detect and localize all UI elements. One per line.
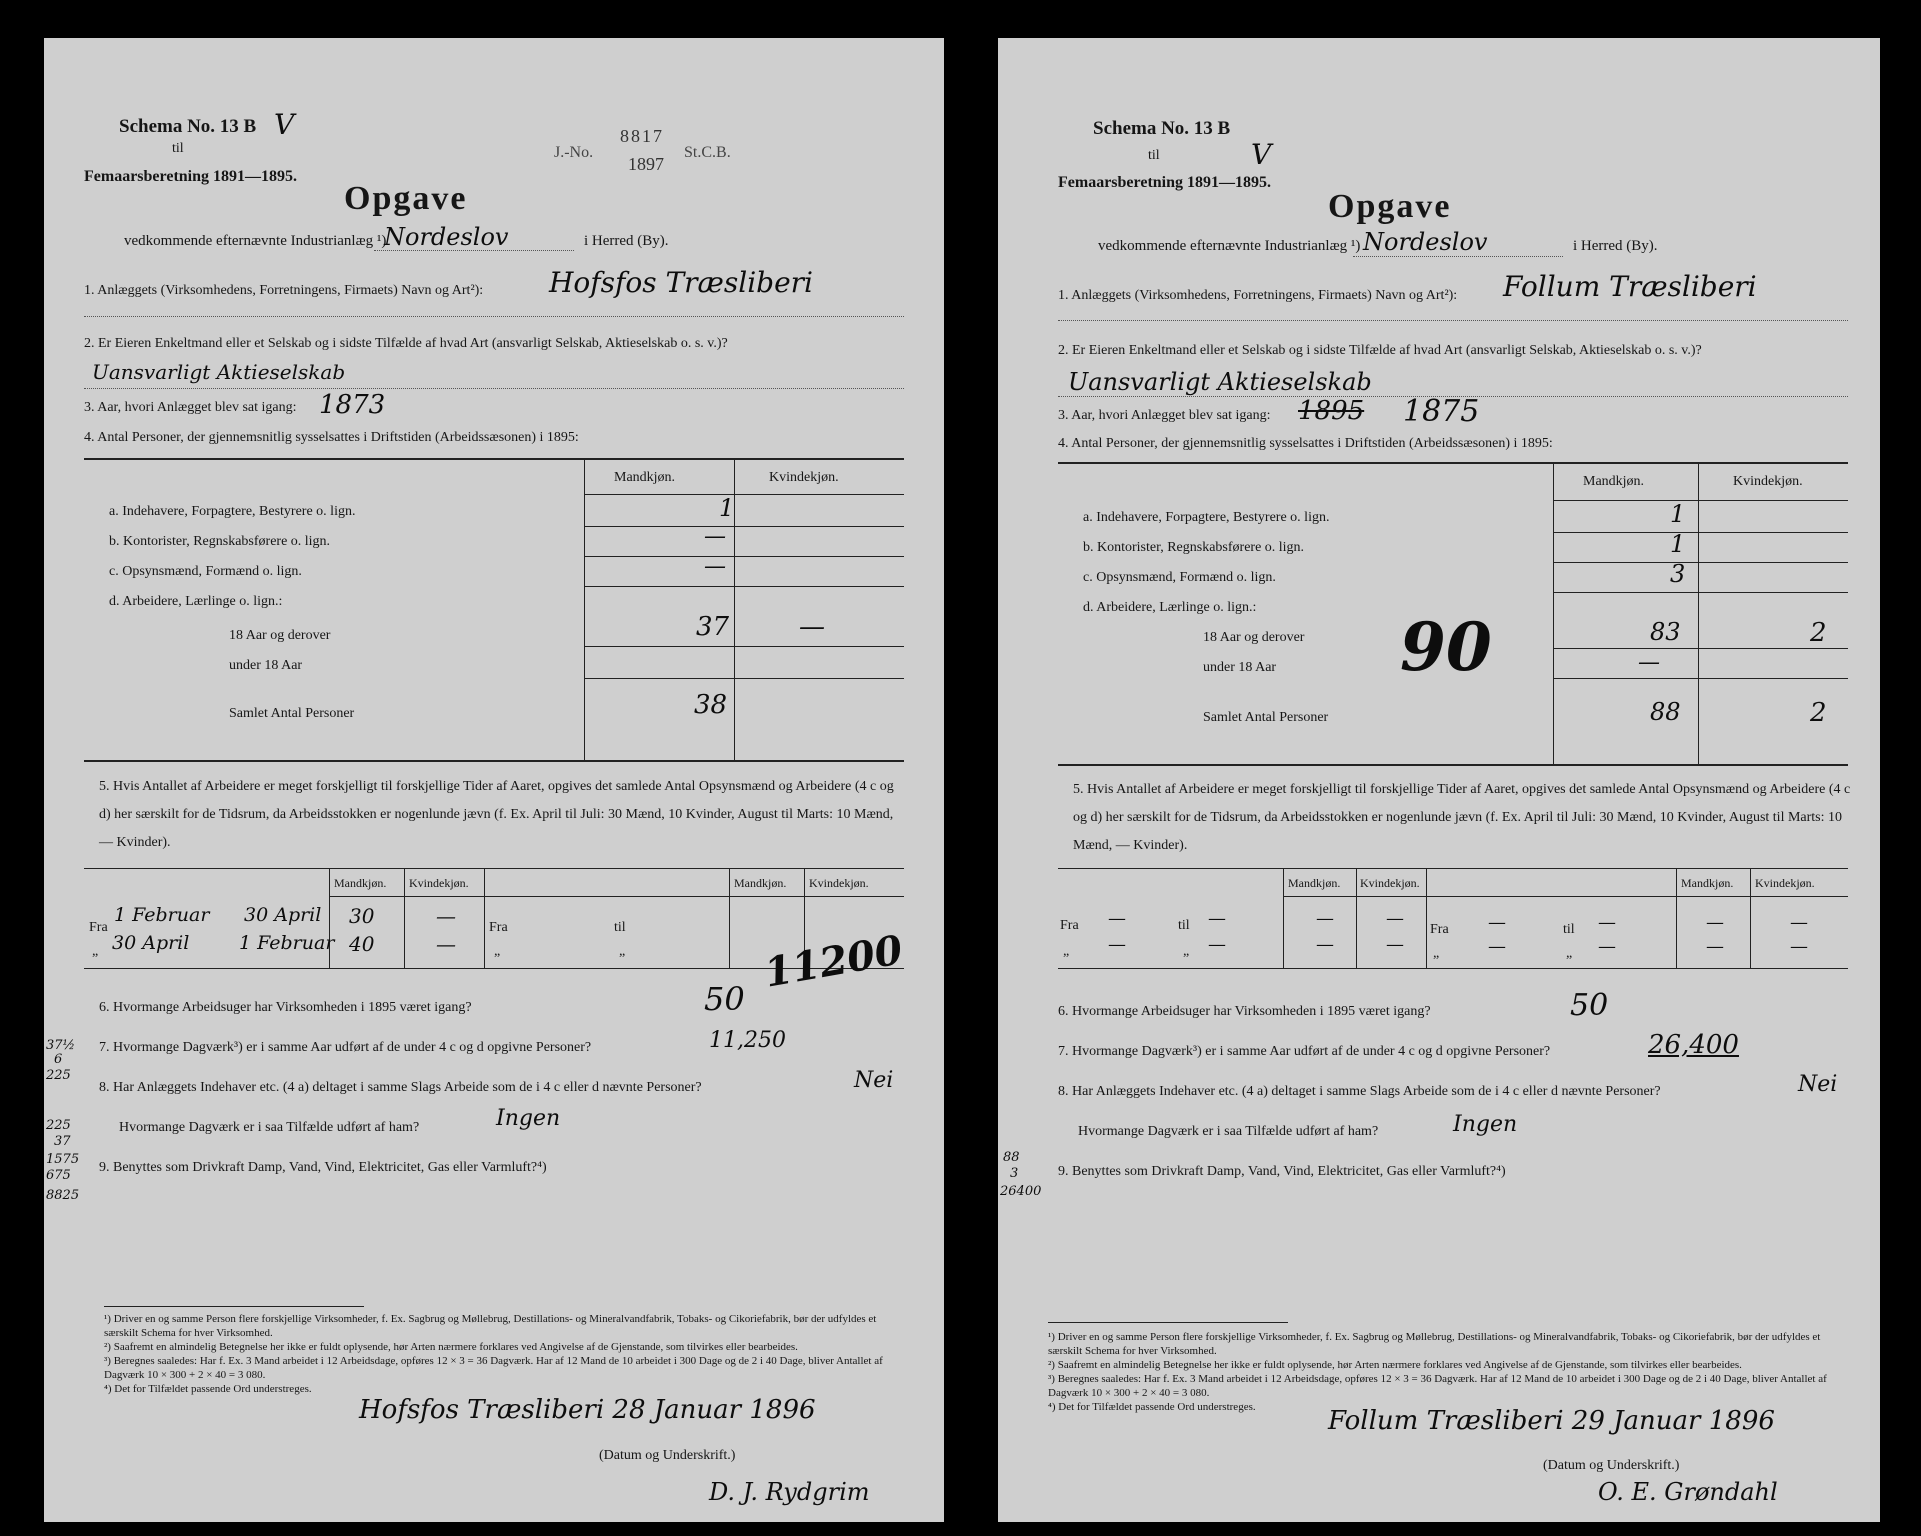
t5-p2-from: 30 April (112, 932, 190, 954)
answer-2: Uansvarligt Aktieselskab (1068, 368, 1372, 396)
t5-dash: — (1488, 912, 1506, 933)
answer-7: 11,250 (709, 1028, 786, 1053)
row-d1-female: — (799, 612, 825, 642)
t5-ditto: „ (1183, 944, 1190, 959)
row-d1-male: 83 (1650, 618, 1681, 646)
t5-dash: — (1706, 912, 1724, 933)
check-mark: V (1251, 138, 1272, 171)
t5-col-female-2: Kvindekjøn. (1755, 876, 1815, 890)
calc-line: 675 (46, 1168, 71, 1183)
t5-p2-male: 40 (349, 932, 375, 956)
calc-line: 6 (54, 1052, 63, 1067)
row-d1-female: 2 (1810, 618, 1827, 648)
calc-line: 88 (1003, 1150, 1020, 1165)
form-title: Opgave (344, 180, 468, 217)
row-a-label: a. Indehavere, Forpagtere, Bestyrere o. lign. (109, 504, 356, 519)
herred-label: i Herred (By). (584, 233, 669, 249)
check-mark: V (274, 108, 295, 141)
til-label: til (1148, 148, 1160, 163)
signature: O. E. Grøndahl (1598, 1478, 1778, 1506)
row-d2-label: under 18 Aar (229, 658, 303, 673)
question-3: 3. Aar, hvori Anlægget blev sat igang: (84, 400, 297, 415)
industry-label: vedkommende efternævnte Industrianlæg ¹) (124, 233, 387, 249)
footnotes (1048, 1330, 1853, 1414)
calc-line: 37 (54, 1134, 71, 1149)
schema-number: Schema No. 13 B (119, 116, 257, 137)
t5-ditto-2: „ (494, 944, 501, 959)
question-2: 2. Er Eieren Enkeltmand eller et Selskab og i sidste Tilfælde af hvad Art (ansvarligt Selskab, Aktieselskab o. s. v.)? (84, 336, 728, 351)
answer-8: Nei (1798, 1072, 1838, 1097)
t5-dash: — (1488, 936, 1506, 957)
t5-dash: — (1208, 908, 1226, 929)
row-d1-label: 18 Aar og derover (229, 628, 331, 643)
answer-3-struck: 1895 (1298, 396, 1365, 426)
t5-dash: — (1386, 934, 1404, 955)
col-male: Mandkjøn. (614, 470, 676, 485)
answer-8b: Ingen (1453, 1112, 1518, 1137)
footnote-3: ³) Beregnes saaledes: Har f. Ex. 3 Mand arbeidet i 12 Arbeidsdage, opføres 12 × 3 = 36 Dagværk. Har af 12 Mand de 10 arbeidet i 300 Dage og de 2 i 40 Dage, bliver Antallet af Dagværk 10 × 300 + 2 × 40 = 3 080. (104, 1355, 883, 1381)
row-a-label: a. Indehavere, Forpagtere, Bestyrere o. lign. (1083, 510, 1330, 525)
row-d2-label: under 18 Aar (1203, 660, 1277, 675)
big-annotation: 90 (1400, 608, 1492, 686)
row-total-label: Samlet Antal Personer (1203, 710, 1329, 725)
calc-line: 1575 (46, 1152, 80, 1167)
calc-line: 3 (1010, 1166, 1019, 1181)
question-1: 1. Anlæggets (Virksomhedens, Forretningens, Firmaets) Navn og Art²): (84, 283, 484, 298)
answer-8b: Ingen (496, 1106, 561, 1131)
t5-col-male-2: Mandkjøn. (1681, 876, 1734, 890)
footnotes (104, 1312, 904, 1396)
footnote-2: ²) Saafremt en almindelig Betegnelse her ikke er fuldt oplysende, hør Arten nærmere forklares ved Angivelse af de Gjenstande, som tilvirkes eller bearbeides. (1048, 1359, 1742, 1371)
question-5: 5. Hvis Antallet af Arbeidere er meget forskjelligt til forskjellige Tider af Aaret, opgives det samlede Antal Opsynsmænd og Arbeidere (4 c og d) her særskilt for de Tidsrum, da Arbeidsstokken er nogenlunde jævn (f. Ex. April til Juli: 30 Mænd, 10 Kvinder, August til Marts: 10 Mænd, — Kvinder). (1073, 782, 1851, 853)
footnote-4: ⁴) Det for Tilfældet passende Ord understreges. (104, 1383, 312, 1395)
til-label: til (172, 141, 184, 156)
form-page-left (44, 38, 944, 1522)
t5-fra-label-2: Fra (489, 920, 508, 935)
question-2: 2. Er Eieren Enkeltmand eller et Selskab og i sidste Tilfælde af hvad Art (ansvarligt Selskab, Aktieselskab o. s. v.)? (1058, 343, 1702, 358)
stamp-number: 8817 (620, 126, 664, 146)
row-a-male: 1 (1670, 500, 1686, 528)
t5-p2-to: 1 Februar (239, 932, 335, 954)
row-a-male: 1 (719, 494, 735, 522)
row-c-male: 3 (1670, 560, 1686, 588)
answer-8: Nei (854, 1068, 894, 1093)
question-8: 8. Har Anlæggets Indehaver etc. (4 a) deltaget i samme Slags Arbeide som de i 4 c eller d nævnte Personer? (99, 1080, 702, 1095)
schema-number: Schema No. 13 B (1093, 118, 1231, 139)
t5-til-label-2: til (614, 920, 626, 935)
datum-label: (Datum og Underskrift.) (599, 1448, 736, 1463)
answer-1: Hofsfos Træsliberi (549, 266, 813, 299)
question-9: 9. Benyttes som Drivkraft Damp, Vand, Vind, Elektricitet, Gas eller Varmluft?⁴) (1058, 1164, 1506, 1179)
question-4: 4. Antal Personer, der gjennemsnitlig sysselsattes i Driftstiden (Arbeidssæsonen) i 1895: (84, 430, 579, 445)
t5-dash: — (1790, 912, 1808, 933)
industry-label: vedkommende efternævnte Industrianlæg ¹) (1098, 238, 1361, 254)
row-d-label: d. Arbeidere, Lærlinge o. lign.: (1083, 600, 1257, 615)
question-3: 3. Aar, hvori Anlægget blev sat igang: (1058, 408, 1271, 423)
answer-2: Uansvarligt Aktieselskab (92, 360, 346, 384)
row-b-label: b. Kontorister, Regnskabsførere o. lign. (109, 534, 331, 549)
row-total-male: 88 (1650, 698, 1681, 726)
t5-til-label: til (1178, 918, 1190, 933)
question-9: 9. Benyttes som Drivkraft Damp, Vand, Vind, Elektricitet, Gas eller Varmluft?⁴) (99, 1160, 547, 1175)
answer-7: 26,400 (1648, 1030, 1739, 1060)
date-signature-line: Follum Træsliberi 29 Januar 1896 (1328, 1406, 1775, 1436)
t5-fra-label-2: Fra (1430, 922, 1449, 937)
t5-col-female: Kvindekjøn. (409, 876, 469, 890)
footnote-2: ²) Saafremt en almindelig Betegnelse her ikke er fuldt oplysende, hør Arten nærmere forklares ved Angivelse af de Gjenstande, som tilvirkes eller bearbeides. (104, 1341, 798, 1353)
herred-label: i Herred (By). (1573, 238, 1658, 254)
row-b-male: — (704, 524, 726, 549)
stamp-office: St.C.B. (684, 144, 731, 161)
t5-p2-female: — (436, 932, 456, 956)
t5-ditto: „ (1063, 944, 1070, 959)
t5-dash: — (1598, 912, 1616, 933)
row-c-label: c. Opsynsmænd, Formænd o. lign. (109, 564, 302, 579)
question-8: 8. Har Anlæggets Indehaver etc. (4 a) deltaget i samme Slags Arbeide som de i 4 c eller d nævnte Personer? (1058, 1084, 1661, 1099)
answer-3: 1873 (319, 390, 386, 420)
question-1: 1. Anlæggets (Virksomhedens, Forretningens, Firmaets) Navn og Art²): (1058, 288, 1458, 303)
stamp-year: 1897 (628, 154, 664, 174)
footnote-3: ³) Beregnes saaledes: Har f. Ex. 3 Mand arbeidet i 12 Arbeidsdage, opføres 12 × 3 = 36 Dagværk. Har af 12 Mand de 10 arbeidet i 300 Dage og de 2 i 40 Dage, bliver Antallet af Dagværk 10 × 300 + 2 × 40 = 3 080. (1048, 1373, 1827, 1399)
t5-dash: — (1706, 936, 1724, 957)
row-total-male: 38 (694, 690, 728, 720)
t5-col-male: Mandkjøn. (1288, 876, 1341, 890)
answer-6: 50 (1570, 988, 1609, 1023)
datum-label: (Datum og Underskrift.) (1543, 1458, 1680, 1473)
t5-dash: — (1108, 934, 1126, 955)
t5-ditto: „ (1433, 946, 1440, 961)
calc-line: 8825 (46, 1188, 80, 1203)
row-d2-male: — (1638, 650, 1660, 675)
row-d1-male: 37 (696, 612, 730, 642)
question-6: 6. Hvormange Arbeidsuger har Virksomheden i 1895 været igang? (1058, 1004, 1431, 1019)
herred-value: Nordeslov (384, 223, 509, 251)
col-male: Mandkjøn. (1583, 474, 1645, 489)
t5-dash: — (1208, 934, 1226, 955)
calc-line: 26400 (1000, 1184, 1042, 1199)
stamp-jno: J.-No. (554, 144, 594, 161)
t5-col-female: Kvindekjøn. (1360, 876, 1420, 890)
t5-dash: — (1316, 908, 1334, 929)
footnote-4: ⁴) Det for Tilfældet passende Ord understreges. (1048, 1401, 1256, 1413)
t5-fra-label: Fra (89, 920, 108, 935)
big-annotation: 11200 (760, 926, 907, 997)
t5-col-male: Mandkjøn. (334, 876, 387, 890)
report-period: Femaarsberetning 1891—1895. (84, 168, 298, 185)
footnote-1: ¹) Driver en og samme Person flere forskjellige Virksomheder, f. Ex. Sagbrug og Møllebrug, Destillations- og Mineralvandfabrik, Tobaks- og Cikoriefabrik, bør der udfyldes et særskilt Schema for hver Virksomhed. (1048, 1331, 1821, 1357)
col-female: Kvindekjøn. (769, 470, 839, 485)
form-page-right (998, 38, 1880, 1522)
row-total-label: Samlet Antal Personer (229, 706, 355, 721)
t5-dash: — (1598, 936, 1616, 957)
question-8b: Hvormange Dagværk er i saa Tilfælde udført af ham? (1078, 1124, 1379, 1139)
t5-p1-female: — (436, 904, 456, 928)
signature: D. J. Rydgrim (709, 1478, 870, 1506)
t5-p1-to: 30 April (244, 904, 322, 926)
answer-1: Follum Træsliberi (1503, 270, 1757, 303)
answer-3: 1875 (1403, 394, 1480, 429)
t5-dash: — (1316, 934, 1334, 955)
t5-dash: — (1386, 908, 1404, 929)
report-period: Femaarsberetning 1891—1895. (1058, 174, 1272, 191)
question-6: 6. Hvormange Arbeidsuger har Virksomheden i 1895 været igang? (99, 1000, 472, 1015)
row-d-label: d. Arbeidere, Lærlinge o. lign.: (109, 594, 283, 609)
question-5: 5. Hvis Antallet af Arbeidere er meget forskjelligt til forskjellige Tider af Aaret, opgives det samlede Antal Opsynsmænd og Arbeidere (4 c og d) her særskilt for de Tidsrum, da Arbeidsstokken er nogenlunde jævn (f. Ex. April til Juli: 30 Mænd, 10 Kvinder, August til Marts: 10 Mænd, — Kvinder). (99, 779, 894, 850)
t5-ditto: „ (92, 944, 99, 959)
row-c-male: — (704, 554, 726, 579)
herred-value: Nordeslov (1363, 228, 1488, 256)
col-female: Kvindekjøn. (1733, 474, 1803, 489)
t5-dash: — (1108, 908, 1126, 929)
question-4: 4. Antal Personer, der gjennemsnitlig sysselsattes i Driftstiden (Arbeidssæsonen) i 1895: (1058, 436, 1553, 451)
row-b-label: b. Kontorister, Regnskabsførere o. lign. (1083, 540, 1305, 555)
calc-line: 225 (46, 1118, 71, 1133)
t5-til-label-2: til (1563, 922, 1575, 937)
form-title: Opgave (1328, 188, 1452, 225)
row-total-female: 2 (1810, 698, 1827, 728)
answer-6: 50 (704, 980, 745, 1018)
calc-line: 37½ (46, 1038, 76, 1053)
row-b-male: 1 (1670, 530, 1686, 558)
t5-ditto-3: „ (619, 944, 626, 959)
t5-col-female-2: Kvindekjøn. (809, 876, 869, 890)
date-signature-line: Hofsfos Træsliberi 28 Januar 1896 (359, 1395, 816, 1425)
t5-dash: — (1790, 936, 1808, 957)
question-8b: Hvormange Dagværk er i saa Tilfælde udført af ham? (119, 1120, 420, 1135)
footnote-1: ¹) Driver en og samme Person flere forskjellige Virksomheder, f. Ex. Sagbrug og Møllebrug, Destillations- og Mineralvandfabrik, Tobaks- og Cikoriefabrik, bør der udfyldes et særskilt Schema for hver Virksomhed. (104, 1313, 877, 1339)
question-7: 7. Hvormange Dagværk³) er i samme Aar udført af de under 4 c og d opgivne Personer? (1058, 1044, 1551, 1059)
t5-ditto: „ (1566, 946, 1573, 961)
t5-p1-male: 30 (349, 904, 375, 928)
row-d1-label: 18 Aar og derover (1203, 630, 1305, 645)
calc-line: 225 (46, 1068, 71, 1083)
t5-col-male-2: Mandkjøn. (734, 876, 787, 890)
question-7: 7. Hvormange Dagværk³) er i samme Aar udført af de under 4 c og d opgivne Personer? (99, 1040, 592, 1055)
row-c-label: c. Opsynsmænd, Formænd o. lign. (1083, 570, 1276, 585)
t5-fra-label: Fra (1060, 918, 1079, 933)
t5-p1-from: 1 Februar (114, 904, 210, 926)
